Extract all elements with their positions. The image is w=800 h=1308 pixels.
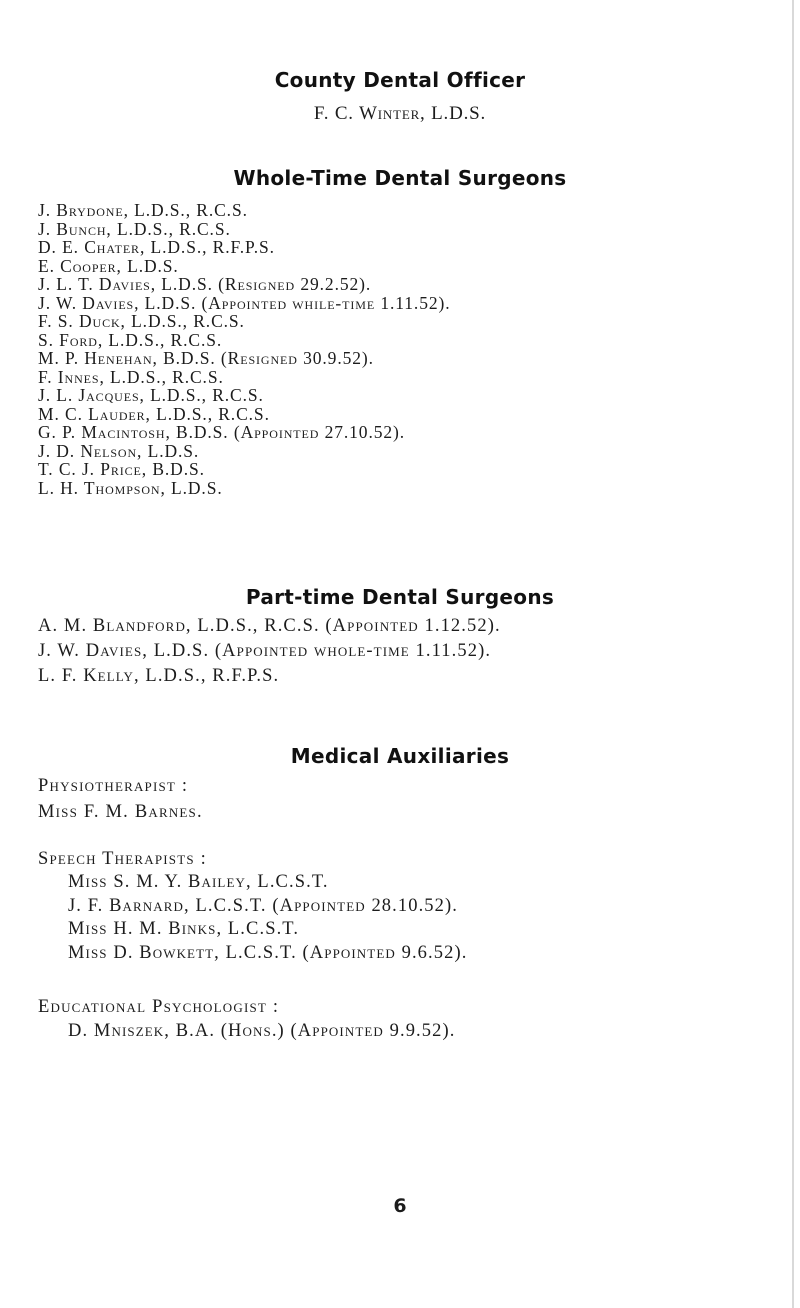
whole-time-surgeon: J. Brydone, L.D.S., R.C.S. <box>38 200 248 220</box>
county-officer-heading: County Dental Officer <box>274 68 526 92</box>
part-time-surgeon: L. F. Kelly, L.D.S., R.F.P.S. <box>38 666 280 686</box>
medical-auxiliaries-heading: Medical Auxiliaries <box>290 744 510 768</box>
whole-time-surgeon: M. P. Henehan, B.D.S. (Resigned 30.9.52). <box>38 348 374 368</box>
speech-therapist: Miss H. M. Binks, L.C.S.T. <box>68 919 300 939</box>
whole-time-surgeon: L. H. Thompson, L.D.S. <box>38 477 223 498</box>
speech-therapists-label: Speech Therapists : <box>38 849 207 869</box>
whole-time-surgeon: S. Ford, L.D.S., R.C.S. <box>38 329 223 350</box>
whole-time-surgeon: M. C. Lauder, L.D.S., R.C.S. <box>38 403 270 424</box>
whole-time-surgeon: F. Innes, L.D.S., R.C.S. <box>38 366 224 387</box>
whole-time-surgeon: J. L. T. Davies, L.D.S. (Resigned 29.2.52). <box>38 274 372 294</box>
part-time-surgeon: J. W. Davies, L.D.S. (Appointed whole-time 1.11.52). <box>38 641 492 661</box>
whole-time-list <box>38 201 451 497</box>
page-number: 6 <box>393 1195 407 1217</box>
page-edge <box>792 0 794 1308</box>
educational-psychologist: D. Mniszek, B.A. (Hons.) (Appointed 9.9.52). <box>68 1021 456 1041</box>
whole-time-surgeon: J. Bunch, L.D.S., R.C.S. <box>38 218 231 239</box>
whole-time-surgeon: G. P. Macintosh, B.D.S. (Appointed 27.10.52). <box>38 422 406 442</box>
part-time-heading: Part-time Dental Surgeons <box>245 585 555 609</box>
whole-time-surgeon: J. L. Jacques, L.D.S., R.C.S. <box>38 385 264 405</box>
psychologist-list <box>68 1020 455 1044</box>
speech-therapist: Miss S. M. Y. Bailey, L.C.S.T. <box>68 872 329 892</box>
part-time-list <box>38 614 501 689</box>
whole-time-surgeon: E. Cooper, L.D.S. <box>38 255 179 276</box>
part-time-surgeon: A. M. Blandford, L.D.S., R.C.S. (Appointed 1.12.52). <box>38 616 501 636</box>
psychologist-label: Educational Psychologist : <box>38 997 280 1017</box>
physiotherapist-name: Miss F. M. Barnes. <box>38 802 203 822</box>
whole-time-surgeon: T. C. J. Price, B.D.S. <box>38 459 205 479</box>
physiotherapist-label: Physiotherapist : <box>38 776 189 796</box>
speech-therapist: J. F. Barnard, L.C.S.T. (Appointed 28.10.52). <box>68 895 458 916</box>
whole-time-surgeon: D. E. Chater, L.D.S., R.F.P.S. <box>38 237 275 257</box>
speech-therapists-list <box>68 871 467 965</box>
whole-time-surgeon: F. S. Duck, L.D.S., R.C.S. <box>38 311 245 331</box>
county-officer-name: F. C. Winter, L.D.S. <box>313 103 487 124</box>
whole-time-heading: Whole-Time Dental Surgeons <box>233 166 567 190</box>
whole-time-surgeon: J. D. Nelson, L.D.S. <box>38 440 200 461</box>
whole-time-surgeon: J. W. Davies, L.D.S. (Appointed while-time 1.11.52). <box>38 292 451 313</box>
speech-therapist: Miss D. Bowkett, L.C.S.T. (Appointed 9.6.52). <box>68 942 468 963</box>
